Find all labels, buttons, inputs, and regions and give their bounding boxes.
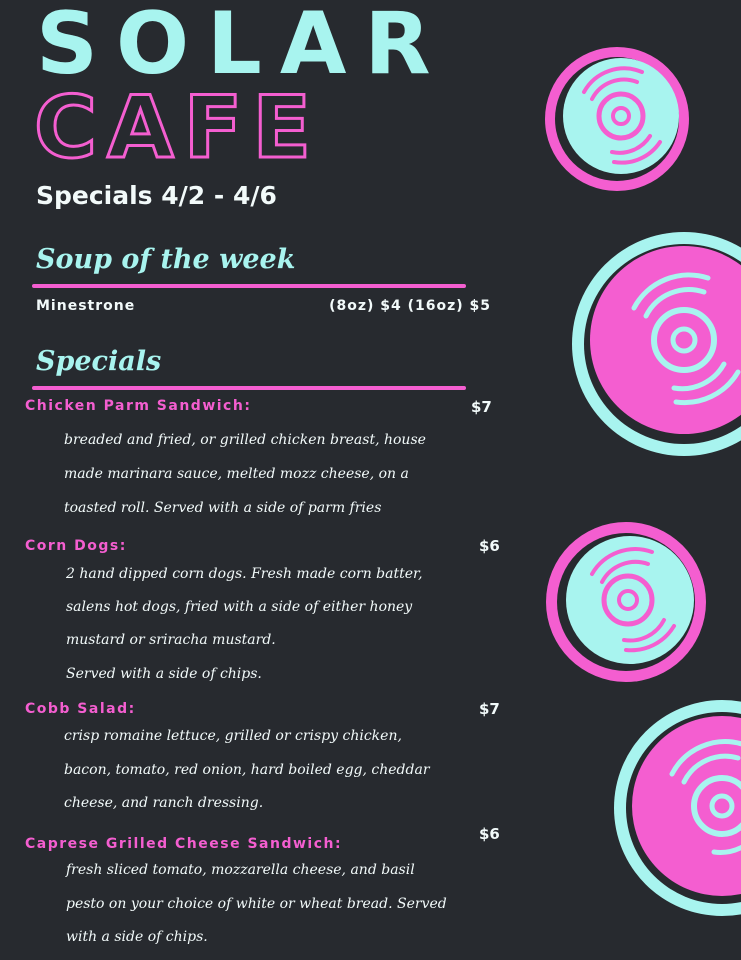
specials-date-range: Specials 4/2 - 4/6 — [36, 181, 277, 210]
item-desc-line: made marinara sauce, melted mozz cheese, on a — [64, 466, 409, 482]
item-price-caprese: $6 — [479, 825, 500, 843]
soup-name: Minestrone — [36, 298, 136, 314]
item-desc-line: salens hot dogs, fried with a side of either honey — [66, 599, 413, 615]
item-desc-line: toasted roll. Served with a side of parm fries — [64, 500, 382, 516]
specials-heading: Specials — [36, 346, 162, 377]
item-desc-line: fresh sliced tomato, mozzarella cheese, and basil — [66, 862, 415, 878]
specials-divider — [32, 386, 466, 390]
item-price-chicken-parm: $7 — [471, 398, 492, 416]
item-price-corn-dogs: $6 — [479, 537, 500, 555]
item-desc-line: pesto on your choice of white or wheat bread. Served — [66, 896, 447, 912]
item-desc-line: Served with a side of chips. — [66, 666, 262, 682]
vinyl-record-icon — [542, 44, 692, 194]
item-desc-line: mustard or sriracha mustard. — [66, 632, 276, 648]
item-name-caprese: Caprese Grilled Cheese Sandwich: — [25, 836, 343, 852]
soup-heading: Soup of the week — [36, 244, 296, 275]
item-price-cobb-salad: $7 — [479, 700, 500, 718]
vinyl-record-icon — [610, 700, 741, 960]
item-desc-line: crisp romaine lettuce, grilled or crispy chicken, — [64, 728, 402, 744]
item-desc-line: breaded and fried, or grilled chicken breast, house — [64, 432, 426, 448]
item-desc-line: cheese, and ranch dressing. — [64, 795, 264, 811]
item-desc-line: 2 hand dipped corn dogs. Fresh made corn batter, — [66, 566, 423, 582]
title-solar: SOLAR — [36, 0, 449, 94]
item-name-chicken-parm: Chicken Parm Sandwich: — [25, 398, 252, 414]
vinyl-record-icon — [542, 520, 712, 684]
item-desc-line: bacon, tomato, red onion, hard boiled egg, cheddar — [64, 762, 430, 778]
title-cafe: CAFE — [34, 78, 322, 178]
soup-price: (8oz) $4 (16oz) $5 — [329, 298, 491, 314]
item-desc-line: with a side of chips. — [66, 929, 208, 945]
item-name-cobb-salad: Cobb Salad: — [25, 701, 136, 717]
vinyl-record-icon — [566, 228, 741, 460]
soup-divider — [32, 284, 466, 288]
item-name-corn-dogs: Corn Dogs: — [25, 538, 127, 554]
